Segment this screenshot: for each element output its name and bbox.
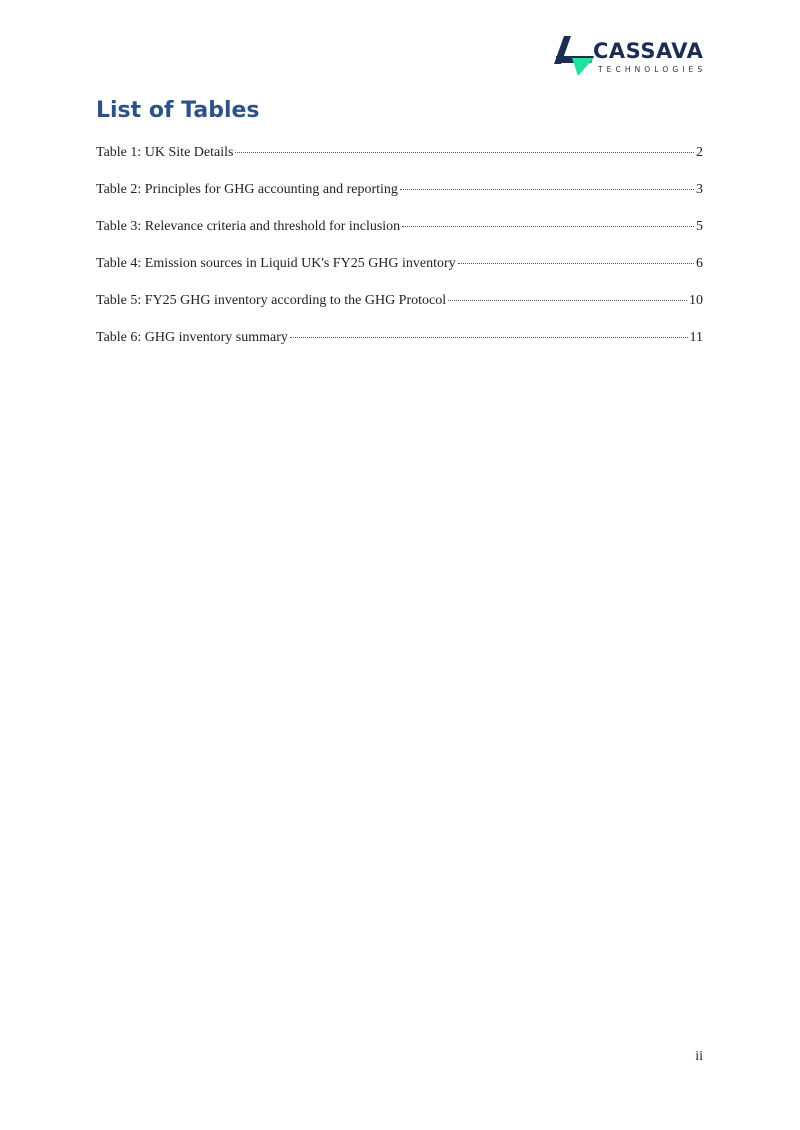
- toc-entry[interactable]: [96, 218, 703, 255]
- toc-entry-page: 2: [696, 145, 703, 160]
- page-number: ii: [695, 1049, 703, 1064]
- toc-entry[interactable]: [96, 329, 703, 366]
- toc-leader: [235, 152, 694, 153]
- toc-entry-page: 11: [689, 330, 703, 345]
- logo-tagline: TECHNOLOGIES: [598, 65, 707, 74]
- cassava-mark-icon: [554, 34, 594, 78]
- toc-entry-label: Table 3: Relevance criteria and threshold for inclusion: [96, 219, 401, 234]
- toc-leader: [400, 189, 694, 190]
- toc-entry-label: Table 2: Principles for GHG accounting and reporting: [96, 182, 398, 197]
- logo-wordmark: CASSAVA: [593, 39, 704, 63]
- toc-entry-label: Table 4: Emission sources in Liquid UK's FY25 GHG inventory: [96, 256, 456, 271]
- cassava-logo: [554, 34, 706, 78]
- page-title: List of Tables: [96, 98, 260, 123]
- toc-entry-label: Table 1: UK Site Details: [96, 145, 234, 160]
- toc-entry[interactable]: [96, 292, 703, 329]
- list-of-tables: [96, 144, 703, 366]
- toc-entry-label: Table 5: FY25 GHG inventory according to the GHG Protocol: [96, 293, 447, 308]
- toc-leader: [458, 263, 694, 264]
- toc-entry-page: 3: [696, 182, 703, 197]
- toc-leader: [448, 300, 687, 301]
- toc-entry[interactable]: [96, 255, 703, 292]
- toc-entry[interactable]: [96, 181, 703, 218]
- toc-entry-page: 5: [696, 219, 703, 234]
- toc-entry-label: Table 6: GHG inventory summary: [96, 330, 288, 345]
- toc-leader: [402, 226, 694, 227]
- toc-entry[interactable]: [96, 144, 703, 181]
- toc-leader: [290, 337, 688, 338]
- toc-entry-page: 10: [689, 293, 703, 308]
- toc-entry-page: 6: [696, 256, 703, 271]
